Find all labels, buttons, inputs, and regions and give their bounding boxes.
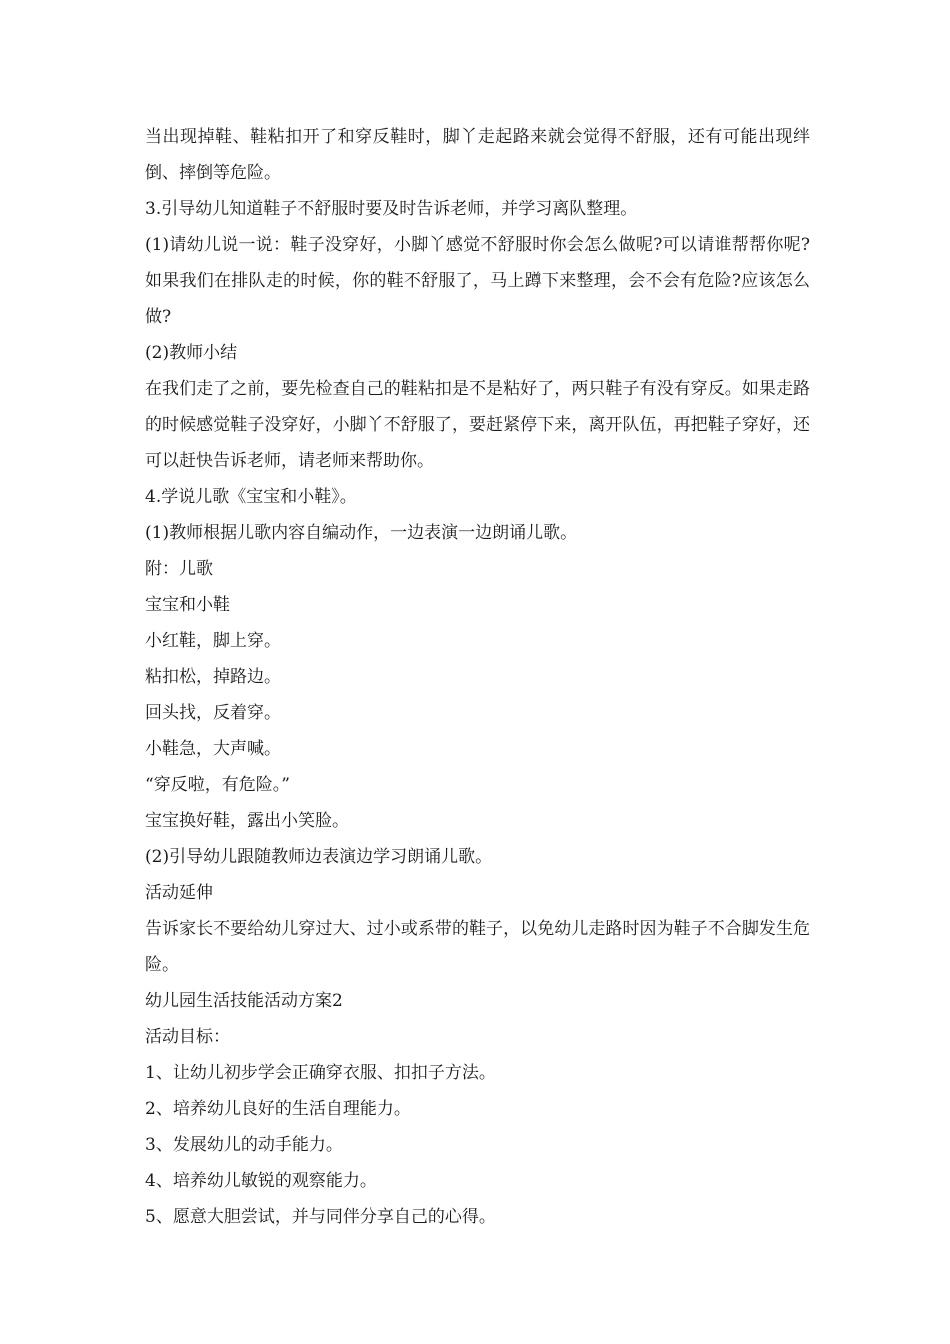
rhyme-line: 回头找，反着穿。 [145, 703, 281, 723]
extension-text: 告诉家长不要给幼儿穿过大、过小或系带的鞋子，以免幼儿走路时因为鞋子不合脚发生危险。 [145, 919, 810, 975]
step-3-heading: 3.引导幼儿知道鞋子不舒服时要及时告诉老师，并学习离队整理。 [145, 199, 638, 219]
rhyme-line: 小鞋急，大声喊。 [145, 739, 281, 759]
rhyme-line: 宝宝换好鞋，露出小笑脸。 [145, 811, 349, 831]
plan-2-title: 幼儿园生活技能活动方案2 [145, 991, 343, 1011]
step-4-heading: 4.学说儿歌《宝宝和小鞋》。 [145, 487, 357, 507]
paragraph-intro-continuation: 当出现掉鞋、鞋粘扣开了和穿反鞋时，脚丫走起路来就会觉得不舒服，还有可能出现绊倒、摔倒等危险。 [145, 127, 810, 183]
rhyme-line: 粘扣松，掉路边。 [145, 667, 281, 687]
objective-item: 1、让幼儿初步学会正确穿衣服、扣扣子方法。 [145, 1063, 496, 1083]
extension-heading: 活动延伸 [145, 883, 213, 903]
teacher-summary-text: 在我们走了之前，要先检查自己的鞋粘扣是不是粘好了，两只鞋子有没有穿反。如果走路的时候感觉鞋子没穿好，小脚丫不舒服了，要赶紧停下来，离开队伍，再把鞋子穿好，还可以赶快告诉老师，请老师来帮助你。 [145, 379, 810, 471]
appendix-label: 附：儿歌 [145, 559, 213, 579]
step-3-question: (1)请幼儿说一说：鞋子没穿好，小脚丫感觉不舒服时你会怎么做呢?可以请谁帮帮你呢?如果我们在排队走的时候，你的鞋不舒服了，马上蹲下来整理，会不会有危险?应该怎么做? [145, 235, 810, 327]
objectives-heading: 活动目标： [145, 1027, 230, 1047]
teacher-summary-heading: (2)教师小结 [145, 343, 238, 363]
objective-item: 5、愿意大胆尝试，并与同伴分享自己的心得。 [145, 1207, 496, 1227]
step-4-item-1: (1)教师根据儿歌内容自编动作，一边表演一边朗诵儿歌。 [145, 523, 578, 543]
objective-item: 3、发展幼儿的动手能力。 [145, 1135, 343, 1155]
rhyme-title: 宝宝和小鞋 [145, 595, 230, 615]
objective-item: 2、培养幼儿良好的生活自理能力。 [145, 1099, 411, 1119]
objective-item: 4、培养幼儿敏锐的观察能力。 [145, 1171, 377, 1191]
rhyme-line: “穿反啦，有危险。” [145, 775, 290, 795]
step-4-item-2: (2)引导幼儿跟随教师边表演边学习朗诵儿歌。 [145, 847, 493, 867]
document-body [145, 119, 810, 1235]
rhyme-line: 小红鞋，脚上穿。 [145, 631, 281, 651]
